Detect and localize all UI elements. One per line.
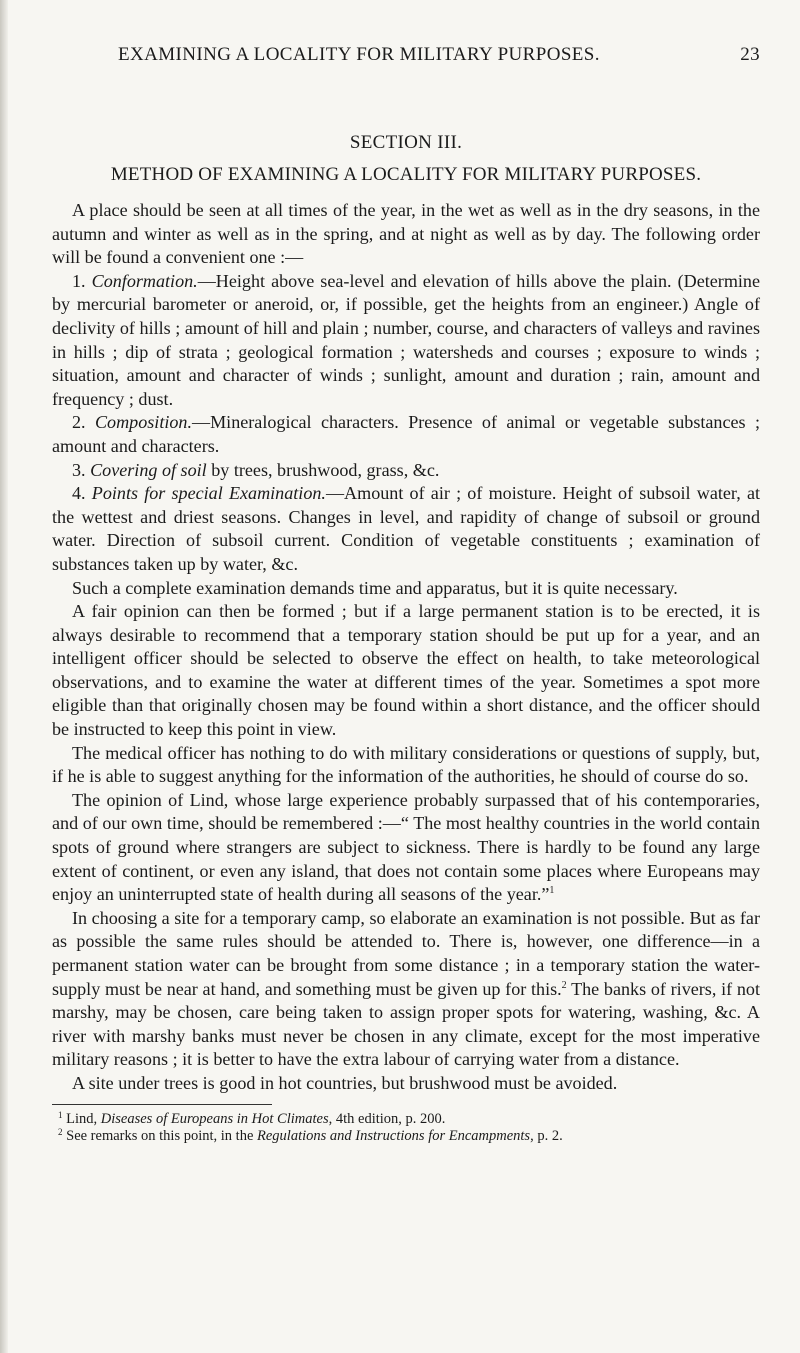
paragraph-medical-officer: The medical officer has nothing to do with military considerations or questions of supply, but, if he is able to suggest anything for the information of the authorities, he should of course do so. <box>52 742 760 787</box>
body-text <box>52 199 760 1096</box>
paragraph-text: The banks of rivers, if not marshy, may be chosen, care being taken to assign proper spots for watering, washing, &c. A river with marshy banks must never be chosen in any climate, except for the most imperative military reasons ; it is better to have the extra labour of carrying water from a distance. <box>52 978 760 1070</box>
paragraph-fair-opinion: A fair opinion can then be formed ; but if a large permanent station is to be erected, it is always desirable to recommend that a temporary station should be put up for a year, and an intelligent officer should be selected to observe the effect on health, to take meteorological observations, and to examine the water at different times of the year. Sometimes a spot more eligible than that originally chosen may be found within a short distance, and the officer should be instructed to keep this point in view. <box>52 601 760 740</box>
footnote-text: See remarks on this point, in the <box>62 1127 258 1144</box>
footnote-number: 1 <box>58 1109 63 1120</box>
footnotes <box>52 1111 760 1145</box>
footnote-text: Lind, <box>62 1110 101 1127</box>
item-text: —Height above sea-level and elevation of hills above the plain. (Determine by mercurial barometer or aneroid, or, if possible, get the heights from an engineer.) Angle of declivity of hills ; amount of hill and plain ; number, course, and characters of valleys and ravines in hills ; dip of strata ; geological formation ; watersheds and courses ; exposure to winds ; situation, amount and character of winds ; sunlight, amount and duration ; rain, amount and frequency ; dust. <box>52 270 760 409</box>
item-text: —Amount of air ; of moisture. Height of subsoil water, at the wettest and driest seasons. Changes in level, and rapidity of change of subsoil or ground water. Direction of subsoil current. Condition of vegetable constituents ; examination of substances taken up by water, &c. <box>52 483 761 574</box>
section-title: METHOD OF EXAMINING A LOCALITY FOR MILITARY PURPOSES. <box>110 164 702 185</box>
paragraph-site-under-trees: A site under trees is good in hot countries, but brushwood must be avoided. <box>72 1072 618 1093</box>
page-number: 23 <box>740 44 760 65</box>
footnote-title: Diseases of Europeans in Hot Climates <box>100 1110 329 1127</box>
paragraph-conformation <box>52 270 760 412</box>
item-number: 1. <box>72 270 92 291</box>
footnote-1 <box>52 1111 760 1128</box>
book-page <box>52 0 760 1145</box>
item-heading: Composition. <box>94 412 192 433</box>
item-number: 2. <box>72 412 95 433</box>
item-heading: Conformation. <box>91 270 198 291</box>
footnote-divider <box>52 1104 272 1105</box>
paragraph-covering-of-soil <box>52 459 760 483</box>
footnote-text: , p. 2. <box>530 1127 563 1144</box>
paragraph-lind-quote <box>52 789 760 907</box>
paragraph-temporary-camp <box>52 907 760 1072</box>
paragraph-composition <box>52 411 760 458</box>
item-number: 4. <box>72 483 92 504</box>
footnote-title: Regulations and Instructions for Encampments <box>257 1127 531 1144</box>
item-text: —Mineralogical characters. Presence of animal or vegetable substances ; amount and characters. <box>52 412 760 456</box>
item-text: by trees, brushwood, grass, &c. <box>206 459 440 480</box>
item-number: 3. <box>72 459 91 480</box>
item-heading: Covering of soil <box>90 459 207 480</box>
running-header <box>52 44 760 70</box>
footnote-2 <box>52 1128 760 1145</box>
paragraph-special-examination <box>52 482 760 576</box>
footnote-text: , 4th edition, p. 200. <box>328 1110 446 1127</box>
item-heading: Points for special Examination. <box>91 483 326 504</box>
quote-text: The opinion of Lind, whose large experience probably surpassed that of his contemporaries, and of our own time, should be remembered :—“ The most healthy countries in the world contain spots of ground where strangers are subject to sickness. There is hardly to be found any large extent of continent, or even any island, that does not contain some places where Europeans may enjoy an uninterrupted state of health during all seasons of the year.” <box>52 789 760 905</box>
footnote-ref-1: 1 <box>549 885 555 897</box>
section-number: SECTION III. <box>349 132 463 153</box>
paragraph-intro: A place should be seen at all times of the year, in the wet as well as in the dry seasons, in the autumn and winter as well as in the spring, and at night as well as by day. The following order will be found a convenient one :— <box>52 200 760 268</box>
paragraph-text: In choosing a site for a temporary camp, so elaborate an examination is not possible. But as far as possible the same rules should be attended to. There is, however, one difference—in a permanent station water can be brought from some distance ; in a temporary station the water-supply must be near at hand, and something must be given up for this. <box>52 907 760 999</box>
page-binding-edge <box>0 0 8 1353</box>
footnote-ref-2: 2 <box>561 979 567 991</box>
running-title: EXAMINING A LOCALITY FOR MILITARY PURPOSES. <box>118 44 600 65</box>
paragraph-complete-examination: Such a complete examination demands time and apparatus, but it is quite necessary. <box>72 577 678 598</box>
footnote-number: 2 <box>58 1126 63 1137</box>
